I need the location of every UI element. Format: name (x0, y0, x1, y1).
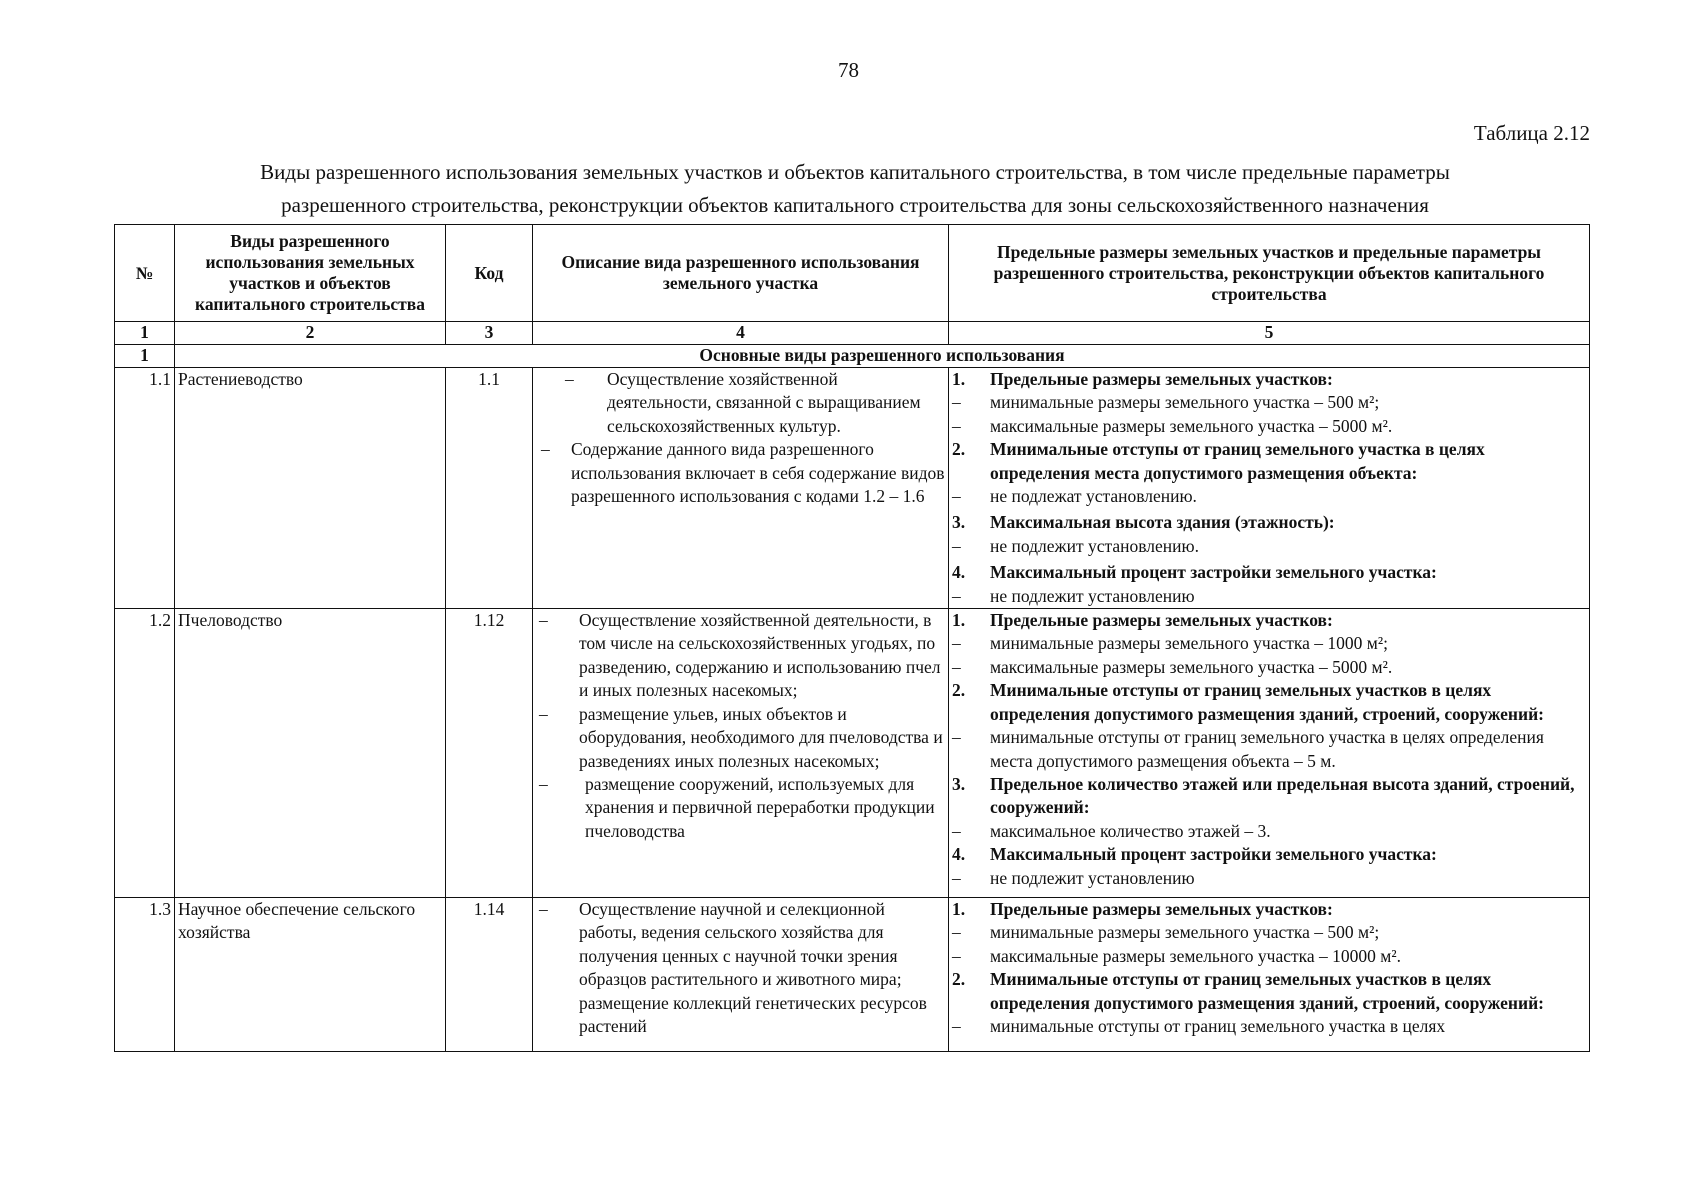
parameter-heading (952, 368, 1586, 391)
document-title (130, 156, 1580, 222)
description-item (541, 438, 945, 508)
table-label: Таблица 2.12 (1473, 121, 1590, 145)
dash-marker: – (952, 820, 961, 841)
description-item (539, 703, 945, 773)
column-number-row (115, 322, 1590, 345)
table-row (115, 368, 1590, 609)
parameter-value-text: минимальные размеры земельного участка – 500 м²; (990, 922, 1380, 943)
item-number: 1. (952, 899, 966, 920)
dash-marker: – (539, 610, 548, 631)
table-header-row (115, 225, 1590, 322)
parameters (949, 609, 1590, 898)
parameter-value-text: минимальные отступы от границ земельного участка в целях определения места допустимого размещения объекта – 5 м. (990, 727, 1544, 771)
dash-marker: – (539, 773, 548, 794)
page-number: 78 (838, 58, 859, 82)
use-type-name: Научное обеспечение сельского хозяйства (175, 898, 446, 1052)
parameter-heading (952, 438, 1586, 485)
description-text: Осуществление хозяйственной деятельности, связанной с выращиванием сельскохозяйственных культур. (607, 369, 921, 436)
section-title: Основные виды разрешенного использования (175, 345, 1590, 368)
parameter-heading (952, 511, 1586, 534)
row-number: 1.3 (115, 898, 175, 1052)
parameter-value-text: минимальные отступы от границ земельного участка в целях (990, 1016, 1446, 1037)
parameter-value-text: максимальные размеры земельного участка – 5000 м². (990, 656, 1393, 677)
dash-marker: – (952, 535, 961, 556)
land-use-table (114, 224, 1590, 1052)
parameter-heading-text: Максимальный процент застройки земельного участка: (990, 562, 1437, 583)
item-number: 4. (952, 562, 966, 583)
col-header-use-type: Виды разрешенного использования земельных участков и объектов капитального строительства (175, 225, 446, 322)
item-number: 1. (952, 369, 966, 389)
parameter-value (952, 921, 1586, 944)
description-text: размещение ульев, иных объектов и оборудования, необходимого для пчеловодства и разведениях иных полезных насекомых; (579, 703, 943, 771)
dash-marker: – (952, 727, 961, 748)
parameter-heading (952, 843, 1586, 866)
parameter-value (952, 535, 1586, 558)
item-number: 4. (952, 844, 966, 865)
parameter-heading-text: Предельные размеры земельных участков: (990, 610, 1333, 631)
parameter-value (952, 391, 1586, 414)
dash-marker: – (952, 585, 961, 606)
parameter-value-text: максимальное количество этажей – 3. (990, 820, 1271, 841)
parameter-value-text: не подлежит установлению (990, 867, 1195, 888)
dash-marker: – (952, 922, 961, 943)
col-header-number: № (115, 225, 175, 322)
parameter-heading-text: Предельное количество этажей или предельная высота зданий, строений, сооружений: (990, 773, 1575, 818)
title-line: разрешенного строительства, реконструкции объектов капитального строительства для зоны сельскохозяйственного назначения (281, 193, 1429, 217)
use-description (533, 898, 949, 1052)
parameter-heading-text: Максимальный процент застройки земельного участка: (990, 844, 1437, 865)
table-row (115, 898, 1590, 1052)
item-number: 3. (952, 773, 966, 794)
parameter-value (952, 820, 1586, 843)
col-header-code: Код (446, 225, 533, 322)
parameter-heading-text: Максимальная высота здания (этажность): (990, 512, 1335, 533)
parameter-value (952, 726, 1586, 773)
parameter-value-text: максимальные размеры земельного участка – 10000 м². (990, 945, 1401, 966)
item-number: 2. (952, 439, 966, 460)
description-item (539, 898, 945, 1038)
title-line: Виды разрешенного использования земельных участков и объектов капитального строительства, в том числе предельные параметры (260, 160, 1450, 184)
table-row (115, 609, 1590, 898)
parameter-heading (952, 898, 1586, 921)
dash-marker: – (952, 486, 961, 507)
parameter-value-text: не подлежит установлению. (990, 535, 1199, 556)
col-header-description: Описание вида разрешенного использования земельного участка (533, 225, 949, 322)
column-number: 5 (949, 322, 1590, 345)
parameter-heading-text: Минимальные отступы от границ земельного участка в целях определения места допустимого размещения объекта: (990, 439, 1485, 483)
dash-marker: – (952, 633, 961, 654)
parameters (949, 368, 1590, 609)
dash-marker: – (952, 656, 961, 677)
column-number: 2 (175, 322, 446, 345)
parameter-heading (952, 561, 1586, 584)
parameter-heading-text: Минимальные отступы от границ земельных участков в целях определения допустимого размещения зданий, строений, сооружений: (990, 680, 1544, 724)
dash-marker: – (952, 415, 961, 436)
description-item (541, 368, 945, 438)
item-number: 2. (952, 969, 966, 990)
parameter-heading (952, 773, 1586, 820)
column-number: 4 (533, 322, 949, 345)
parameter-value-text: максимальные размеры земельного участка – 5000 м². (990, 415, 1393, 436)
parameter-heading-text: Предельные размеры земельных участков: (990, 369, 1333, 389)
description-text: Осуществление хозяйственной деятельности, в том числе на сельскохозяйственных угодьях, по разведению, содержанию и использованию пчел и иных полезных насекомых; (579, 610, 941, 701)
description-item (539, 773, 945, 843)
dash-marker: – (541, 439, 550, 460)
parameter-value-text: минимальные размеры земельного участка – 500 м²; (990, 392, 1380, 413)
use-type-code: 1.14 (446, 898, 533, 1052)
parameter-heading (952, 679, 1586, 726)
parameter-heading-text: Предельные размеры земельных участков: (990, 899, 1333, 920)
dash-marker: – (952, 867, 961, 888)
parameter-heading-text: Минимальные отступы от границ земельных участков в целях определения допустимого размещения зданий, строений, сооружений: (990, 969, 1544, 1013)
item-number: 1. (952, 610, 966, 631)
description-text: размещение сооружений, используемых для хранения и первичной переработки продукции пчеловодства (585, 773, 935, 841)
parameter-value-text: не подлежит установлению (990, 585, 1195, 606)
parameter-value (952, 945, 1586, 968)
dash-marker: – (952, 392, 961, 413)
description-item (539, 609, 945, 703)
dash-marker: – (565, 369, 574, 389)
row-number: 1.2 (115, 609, 175, 898)
item-number: 2. (952, 680, 966, 701)
use-description (533, 368, 949, 609)
parameter-value (952, 867, 1586, 890)
parameter-value-text: минимальные размеры земельного участка – 1000 м²; (990, 633, 1388, 654)
parameter-heading (952, 968, 1586, 1015)
parameter-heading (952, 609, 1586, 632)
parameter-value (952, 632, 1586, 655)
use-type-name: Растениеводство (175, 368, 446, 609)
parameters (949, 898, 1590, 1052)
row-number: 1.1 (115, 368, 175, 609)
use-type-code: 1.1 (446, 368, 533, 609)
parameter-value (952, 585, 1586, 608)
parameter-value (952, 1015, 1586, 1038)
section-row (115, 345, 1590, 368)
use-description (533, 609, 949, 898)
col-header-parameters: Предельные размеры земельных участков и предельные параметры разрешенного строительства, реконструкции объектов капитального строительства (949, 225, 1590, 322)
description-text: Содержание данного вида разрешенного использования включает в себя содержание видов разрешенного использования с кодами 1.2 – 1.6 (571, 439, 945, 507)
parameter-value-text: не подлежат установлению. (990, 486, 1197, 507)
parameter-value (952, 656, 1586, 679)
item-number: 3. (952, 512, 966, 533)
column-number: 1 (115, 322, 175, 345)
dash-marker: – (539, 703, 548, 724)
dash-marker: – (952, 1016, 961, 1037)
use-type-code: 1.12 (446, 609, 533, 898)
column-number: 3 (446, 322, 533, 345)
description-text: Осуществление научной и селекционной работы, ведения сельского хозяйства для получения ценных с научной точки зрения образцов растительного и животного мира; размещение коллекций генетических ресурсов растений (579, 899, 927, 1037)
dash-marker: – (952, 945, 961, 966)
section-number: 1 (115, 345, 175, 368)
dash-marker: – (539, 899, 548, 920)
parameter-value (952, 415, 1586, 438)
parameter-value (952, 485, 1586, 508)
use-type-name: Пчеловодство (175, 609, 446, 898)
